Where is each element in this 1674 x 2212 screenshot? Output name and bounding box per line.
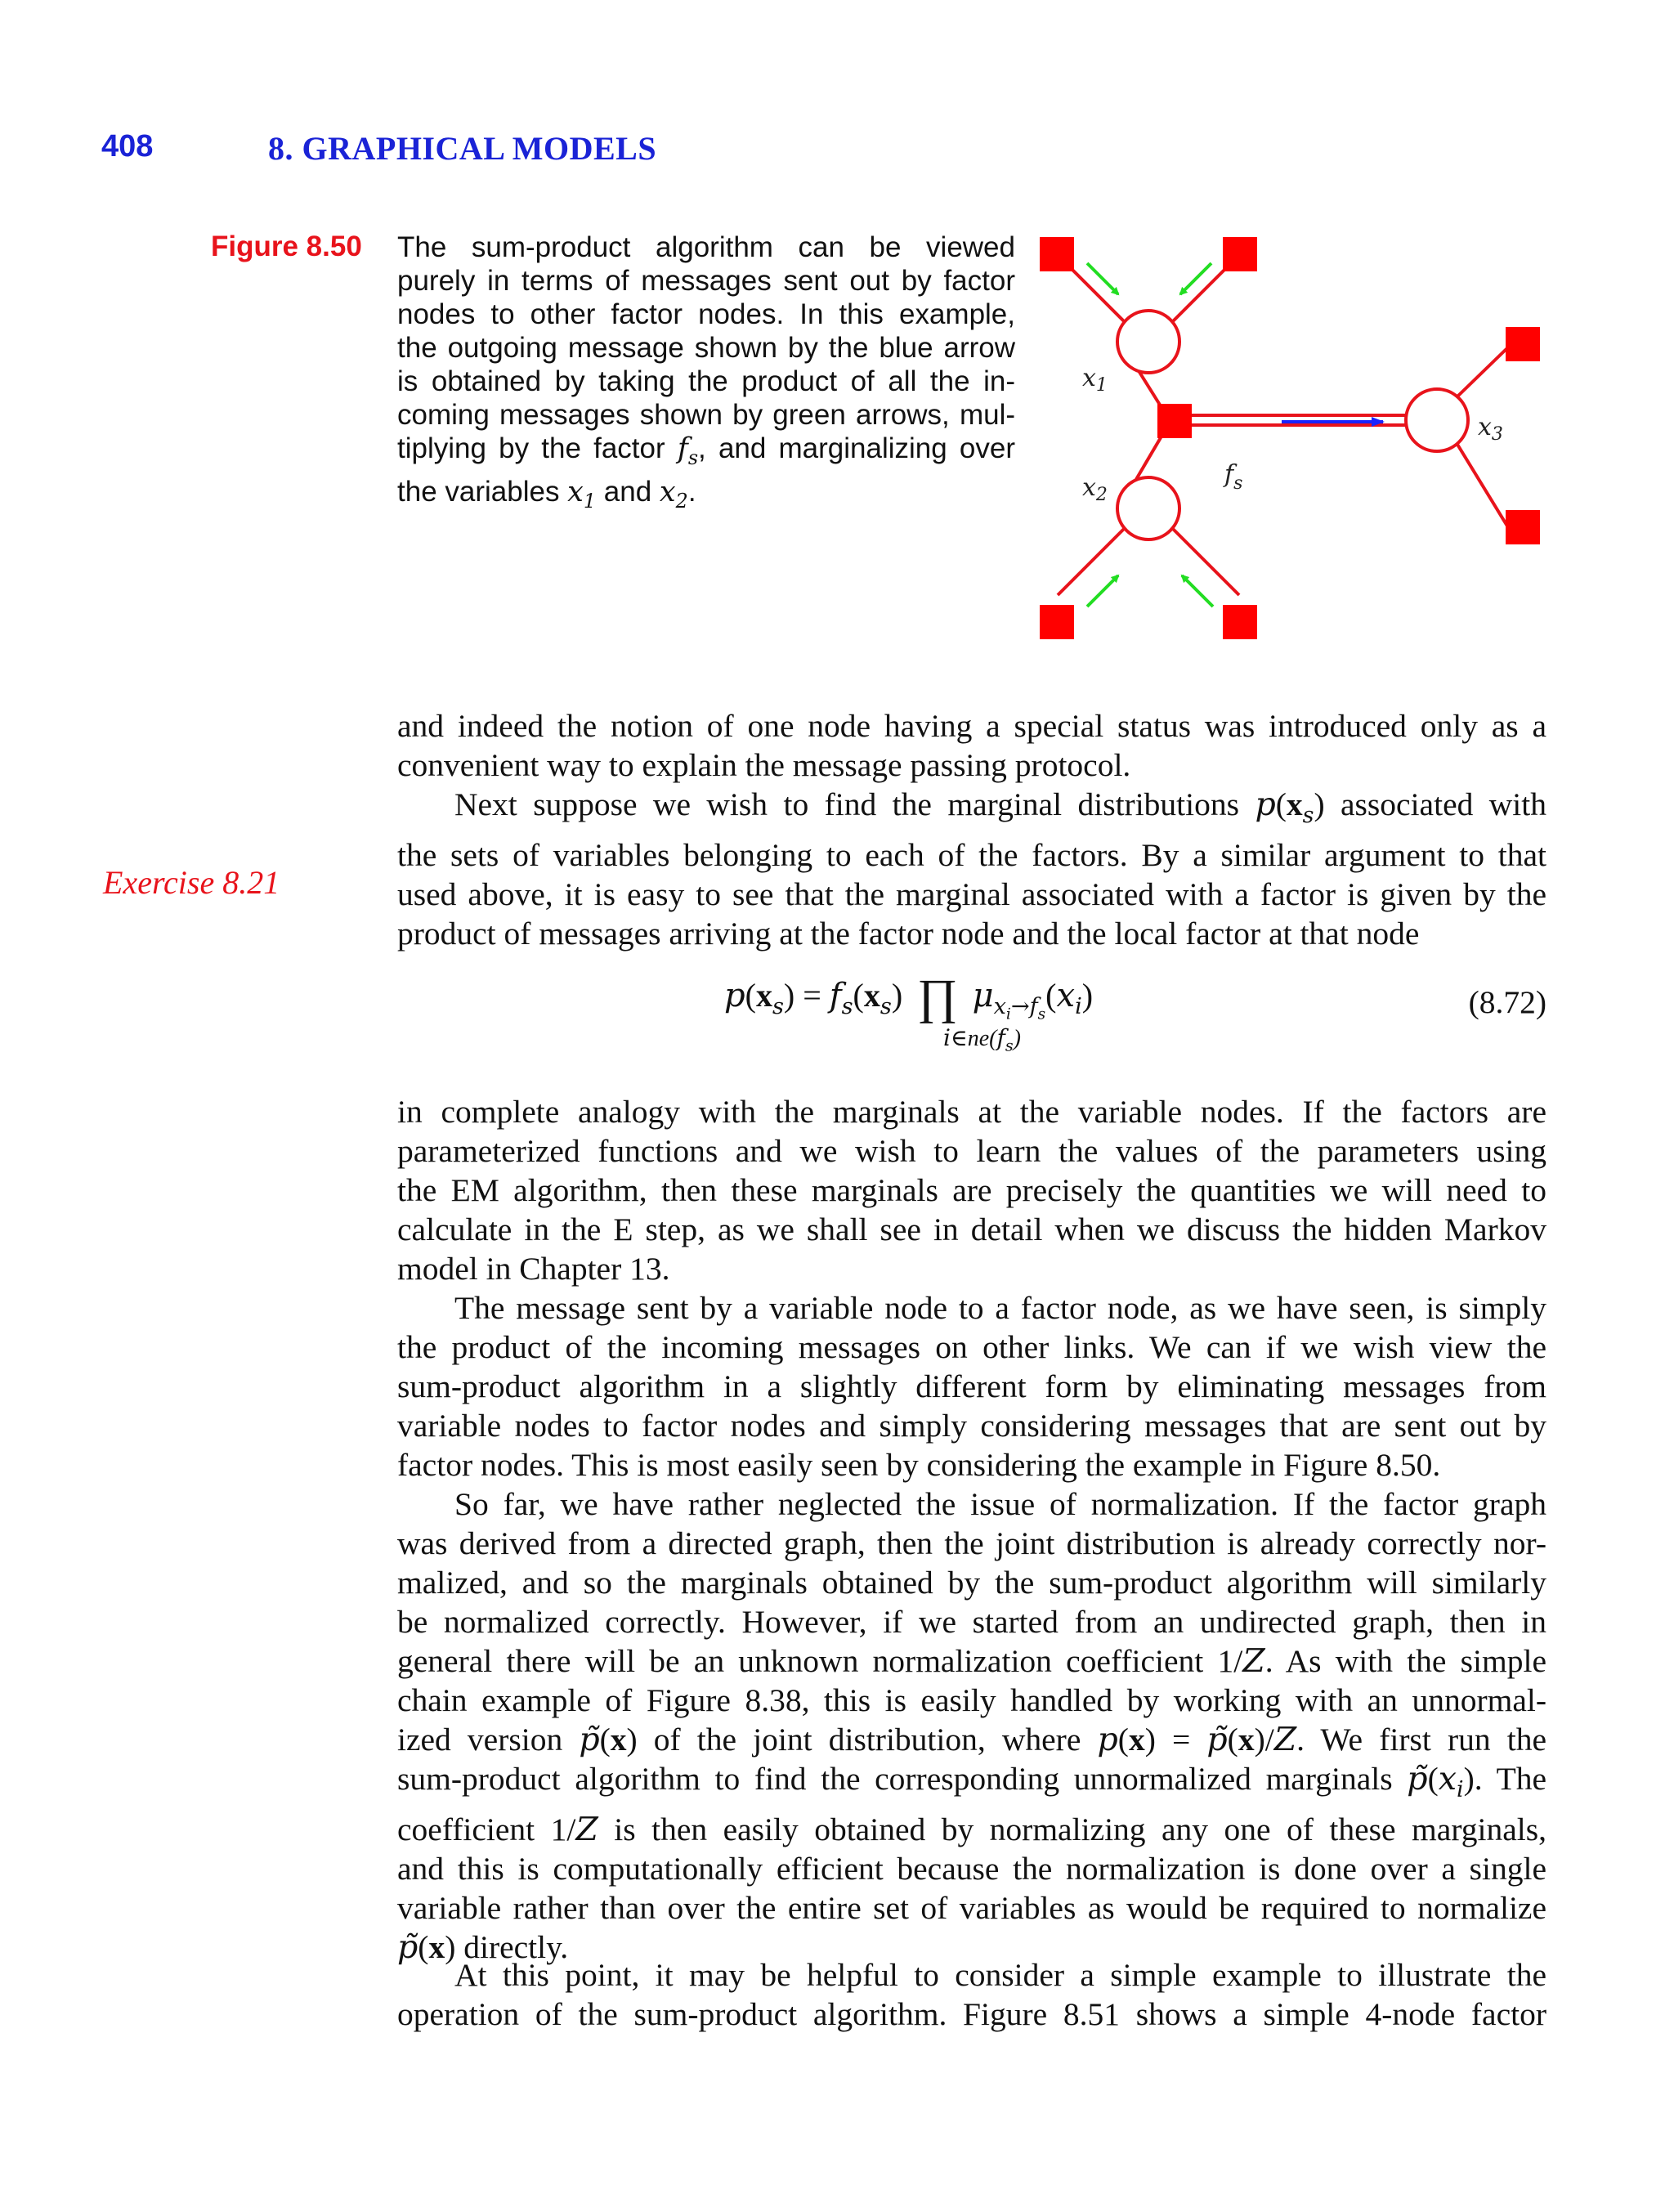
text-line: the product of the incoming messages on other links. We can if we wish view the [397, 1329, 1546, 1365]
text-line: calculate in the E step, as we shall see in detail when we discuss the hidden Markov [397, 1211, 1546, 1247]
label-fs: $f_s$ [1224, 460, 1243, 494]
text-line: sum-product algorithm to find the corresponding unnormalized marginals $p̃(x_i)$. The [397, 1760, 1546, 1802]
factor-node [1223, 605, 1257, 639]
paragraph-4 [397, 1288, 1546, 1484]
text-line: variable rather than over the entire set of variables as would be required to normalize [397, 1889, 1546, 1926]
text-line: So far, we have rather neglected the issue of normalization. If the factor graph [454, 1486, 1546, 1522]
paragraph-5 [397, 1484, 1546, 1967]
text-line: chain example of Figure 8.38, this is easily handled by working with an unnormal- [397, 1682, 1546, 1718]
factor-node [1040, 605, 1074, 639]
caption-line: nodes to other factor nodes. In this example, [397, 298, 1015, 330]
label-x2: $x_2$ [1082, 473, 1108, 505]
equation-body: $p(x_s) = f_s(x_s)$ ∏ $\mu_{x_i\to f_s}(x_i)$ [724, 969, 1094, 1023]
caption-line: The sum-product algorithm can be viewed [397, 231, 1015, 263]
text-line: and indeed the notion of one node having a special status was introduced only as a [397, 708, 1546, 744]
text-line: be normalized correctly. However, if we started from an undirected graph, then in [397, 1604, 1546, 1640]
text-line: Next suppose we wish to find the marginal distributions $p(x_s)$ associated with [454, 786, 1547, 828]
text-line: ized version p̃(x) of the joint distribution, where p(x) = p̃(x)/Z. We first run the [397, 1721, 1546, 1758]
variable-node-x3 [1406, 389, 1468, 451]
caption-line: the outgoing message shown by the blue arrow [397, 332, 1015, 364]
factor-node [1223, 237, 1257, 271]
paragraph-2 [397, 785, 1546, 953]
text-line: operation of the sum-product algorithm. Figure 8.51 shows a simple 4-node factor [397, 1996, 1546, 2032]
caption-line: is obtained by taking the product of all the in- [397, 365, 1015, 397]
figure-caption [397, 231, 1015, 518]
text-line: coefficient 1/Z is then easily obtained by normalizing any one of these marginals, [397, 1810, 1546, 1848]
factor-node [1506, 327, 1540, 361]
page-number: 408 [101, 129, 154, 163]
factor-graph-diagram [1023, 221, 1563, 654]
text-line: was derived from a directed graph, then the joint distribution is already correctly nor- [397, 1525, 1546, 1561]
margin-exercise-note: Exercise 8.21 [103, 864, 280, 901]
label-x1: $x_1$ [1082, 364, 1108, 396]
equation-8-72 [397, 969, 1546, 1059]
equation-number: (8.72) [1468, 984, 1546, 1020]
text-line: malized, and so the marginals obtained by the sum-product algorithm will similarly [397, 1565, 1546, 1601]
text-line: general there will be an unknown normalization coefficient 1/Z. As with the simple [397, 1642, 1546, 1680]
text-line: The message sent by a variable node to a factor node, as we have seen, is simply [454, 1290, 1546, 1326]
paragraph-3 [397, 1092, 1546, 1288]
caption-line: purely in terms of messages sent out by factor [397, 265, 1015, 297]
text-line: variable nodes to factor nodes and simply considering messages that are sent out by [397, 1408, 1546, 1444]
factor-node [1040, 237, 1074, 271]
text-line: and this is computationally efficient because the normalization is done over a single [397, 1850, 1546, 1887]
label-x3: $x_3$ [1478, 413, 1503, 445]
incoming-message-arrow [1182, 575, 1213, 607]
caption-line: the variables $x_1$ and $x_2$. [397, 476, 696, 513]
variable-node-x2 [1117, 477, 1179, 540]
text-line: product of messages arriving at the factor node and the local factor at that node [397, 915, 1420, 952]
paragraph-6 [397, 1955, 1546, 2034]
factor-node [1506, 510, 1540, 544]
equation-subscript: $i\in ne(f_s)$ [943, 1024, 1021, 1055]
text-line: the sets of variables belonging to each of the factors. By a similar argument to that [397, 836, 1546, 873]
incoming-message-arrow [1087, 575, 1118, 607]
caption-line: coming messages shown by green arrows, mul- [397, 399, 1015, 431]
text-line: the EM algorithm, then these marginals are precisely the quantities we will need to [397, 1172, 1546, 1208]
text-line: convenient way to explain the message passing protocol. [397, 747, 1131, 783]
factor-node-fs [1157, 404, 1192, 438]
text-line: model in Chapter 13. [397, 1251, 670, 1287]
chapter-title: 8. GRAPHICAL MODELS [268, 130, 657, 167]
text-line: used above, it is easy to see that the marginal associated with a factor is given by the [397, 875, 1546, 912]
variable-node-x1 [1117, 311, 1179, 373]
paragraph-1 [397, 706, 1546, 785]
caption-line: tiplying by the factor $f_s$, and marginalizing over [397, 432, 1015, 469]
text-line: sum-product algorithm in a slightly different form by eliminating messages from [397, 1368, 1546, 1404]
figure-label: Figure 8.50 [211, 231, 362, 262]
text-line: parameterized functions and we wish to learn the values of the parameters using [397, 1133, 1546, 1169]
text-line: p̃(x) directly. [397, 1928, 569, 1966]
text-line: factor nodes. This is most easily seen by considering the example in Figure 8.50. [397, 1447, 1441, 1483]
text-line: in complete analogy with the marginals at the variable nodes. If the factors are [397, 1094, 1546, 1130]
text-line: At this point, it may be helpful to consider a simple example to illustrate the [454, 1957, 1546, 1993]
